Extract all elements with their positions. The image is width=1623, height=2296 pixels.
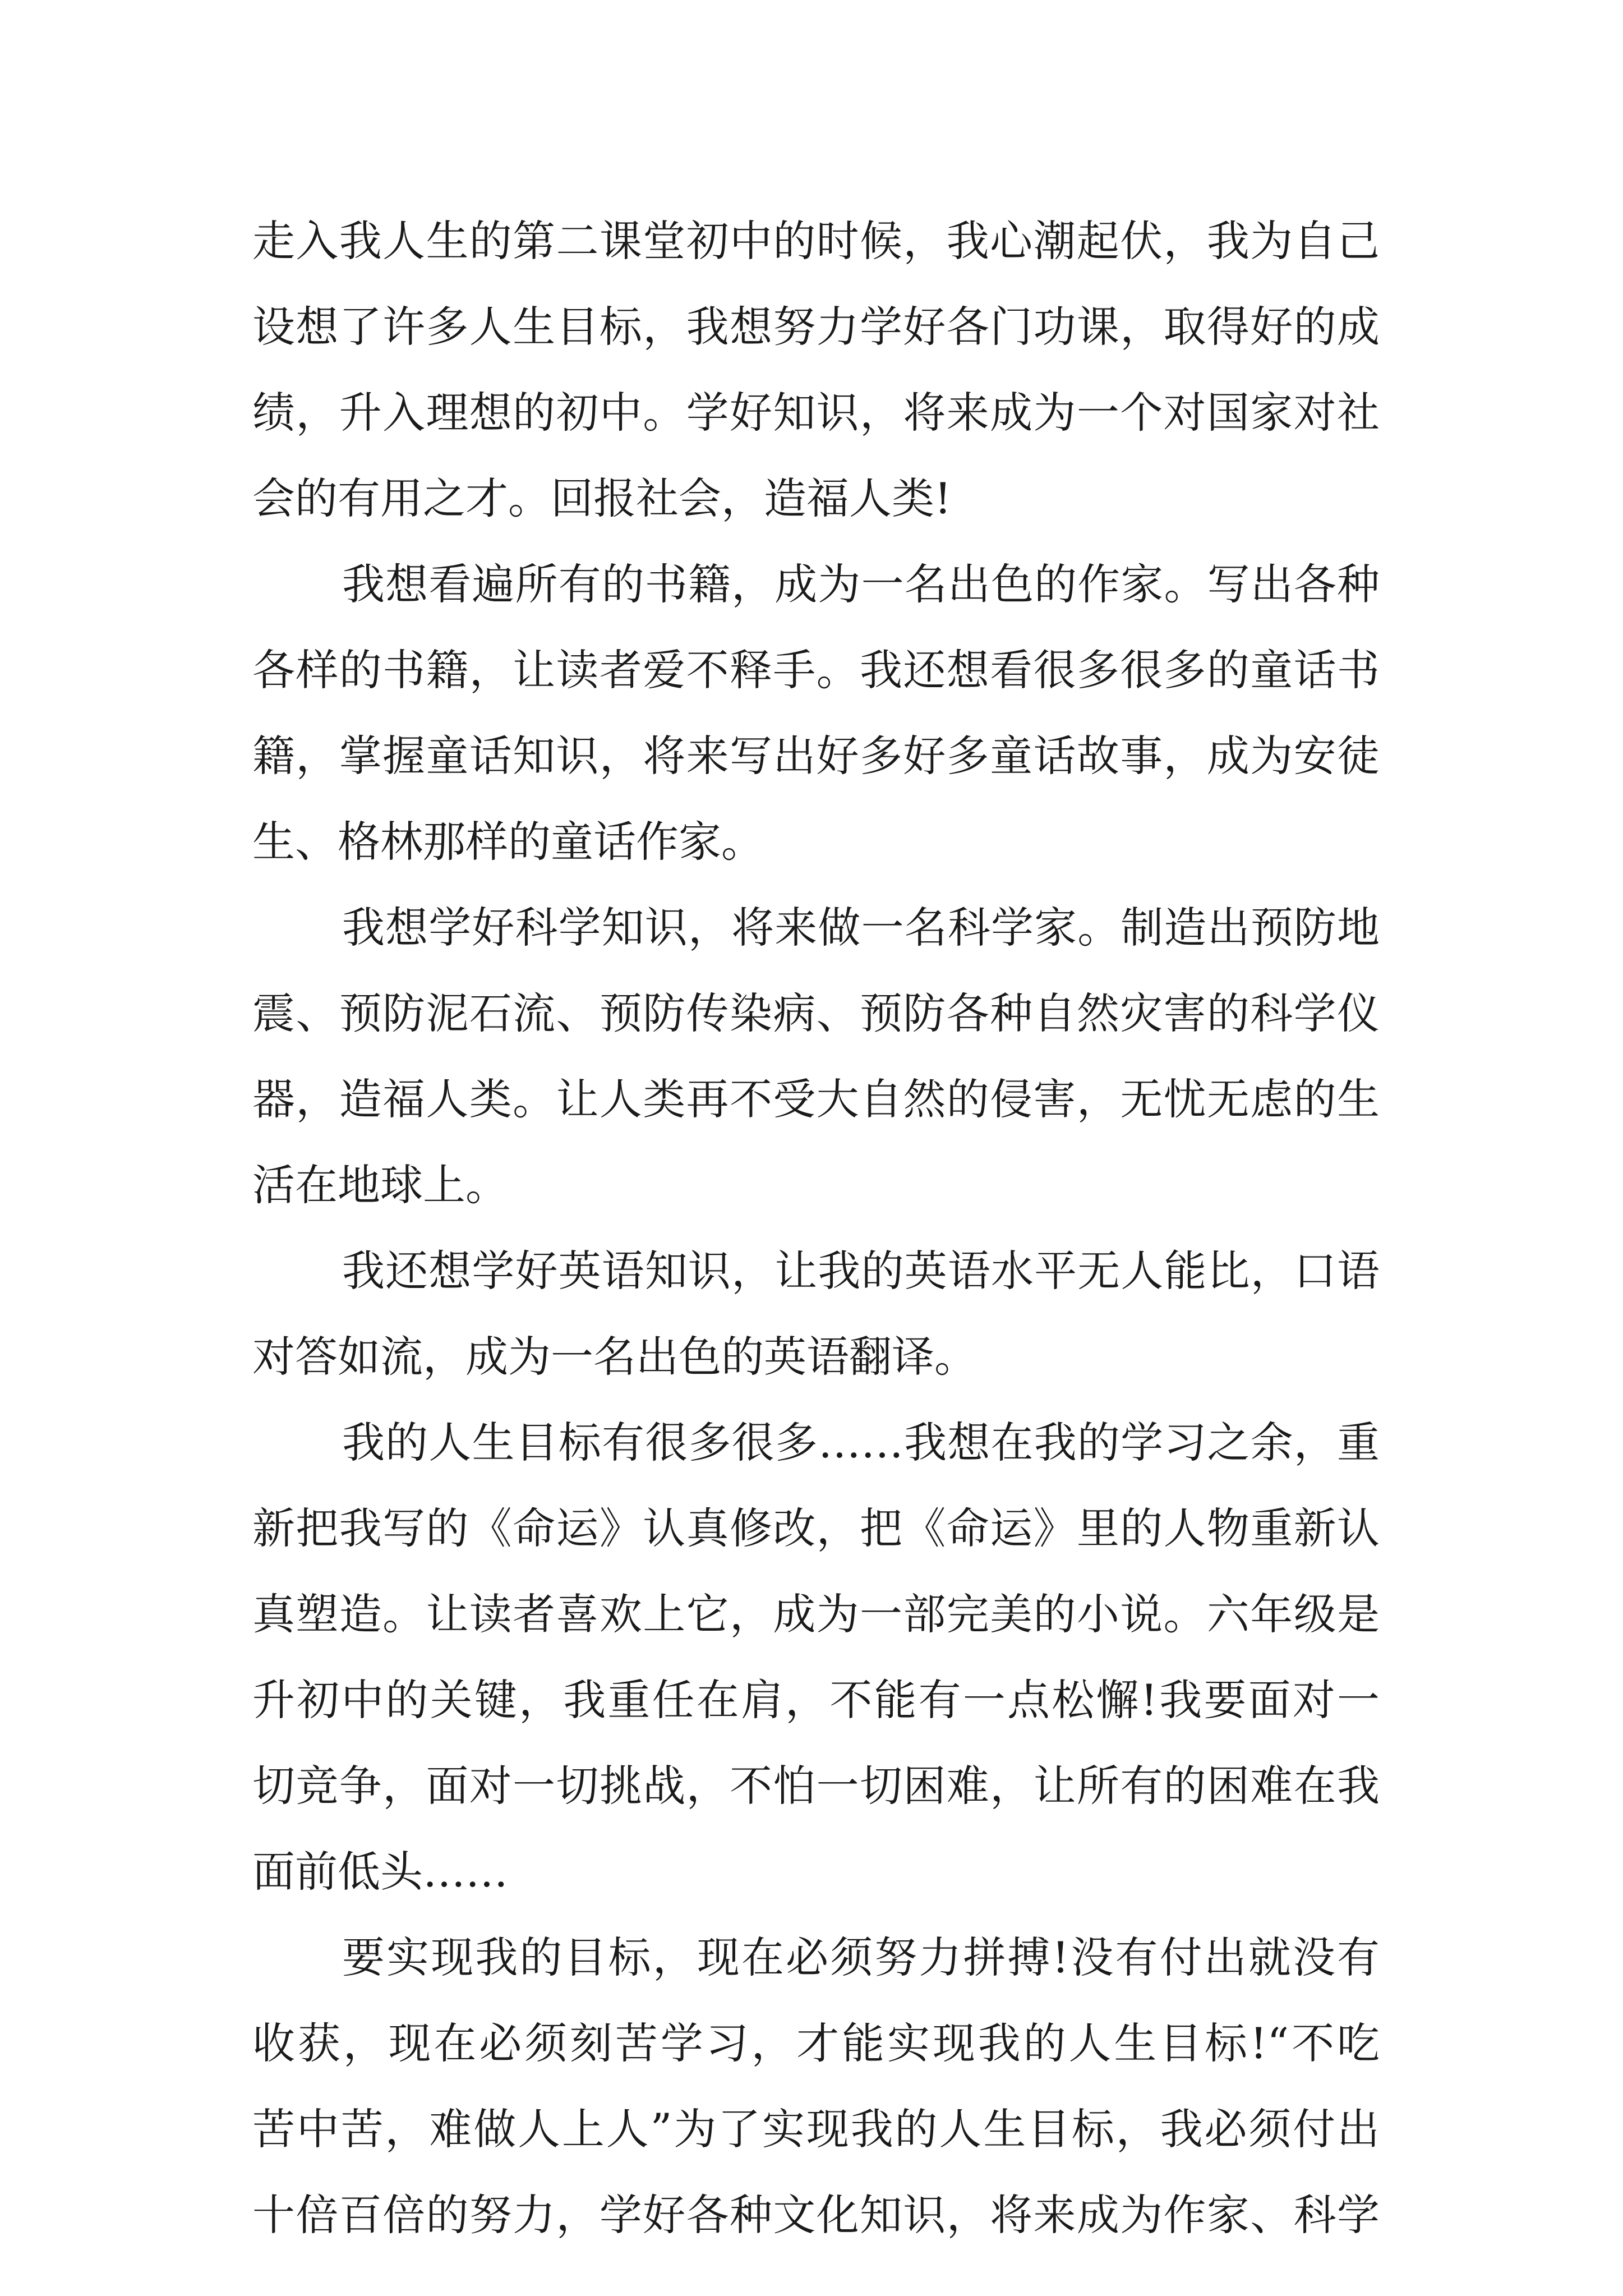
text-line: 对答如流，成为一名出色的英语翻译。 <box>252 1332 977 1382</box>
text-line: 收获，现在必须刻苦学习，才能实现我的人生目标!“不吃 <box>252 2018 1380 2068</box>
text-line: 真塑造。让读者喜欢上它，成为一部完美的小说。六年级是 <box>252 1589 1380 1639</box>
text-line: 会的有用之才。回报社会，造福人类! <box>252 473 952 523</box>
essay-body <box>252 213 1380 2273</box>
text-line: 器，造福人类。让人类再不受大自然的侵害，无忧无虑的生 <box>252 1074 1380 1124</box>
text-line: 绩，升入理想的初中。学好知识，将来成为一个对国家对社 <box>252 388 1380 438</box>
text-line: 各样的书籍，让读者爱不释手。我还想看很多很多的童话书 <box>252 645 1380 695</box>
text-line: 走入我人生的第二课堂初中的时候，我心潮起伏，我为自己 <box>252 216 1380 266</box>
text-line: 籍，掌握童话知识，将来写出好多好多童话故事，成为安徒 <box>252 731 1380 781</box>
text-line: 切竞争，面对一切挑战，不怕一切困难，让所有的困难在我 <box>252 1761 1380 1811</box>
text-line: 震、预防泥石流、预防传染病、预防各种自然灾害的科学仪 <box>252 988 1380 1038</box>
text-line: 升初中的关键，我重任在肩，不能有一点松懈!我要面对一 <box>252 1675 1380 1725</box>
text-line: 生、格林那样的童话作家。 <box>252 817 764 867</box>
text-line: 新把我写的《命运》认真修改，把《命运》里的人物重新认 <box>252 1503 1380 1553</box>
text-line: 活在地球上。 <box>252 1160 508 1210</box>
paragraph-first-line: 我还想学好英语知识，让我的英语水平无人能比，口语 <box>342 1246 1380 1296</box>
paragraph-first-line: 我想看遍所有的书籍，成为一名出色的作家。写出各种 <box>342 559 1380 609</box>
paragraph-first-line: 我想学好科学知识，将来做一名科学家。制造出预防地 <box>342 903 1380 953</box>
text-line: 十倍百倍的努力，学好各种文化知识，将来成为作家、科学 <box>252 2190 1380 2240</box>
paragraph-first-line: 要实现我的目标，现在必须努力拼搏!没有付出就没有 <box>342 1932 1380 1982</box>
text-line: 苦中苦，难做人上人”为了实现我的人生目标，我必须付出 <box>252 2104 1380 2154</box>
text-line: 面前低头…… <box>252 1847 508 1897</box>
text-line: 设想了许多人生目标，我想努力学好各门功课，取得好的成 <box>252 302 1380 352</box>
paragraph-first-line: 我的人生目标有很多很多……我想在我的学习之余，重 <box>342 1418 1380 1467</box>
